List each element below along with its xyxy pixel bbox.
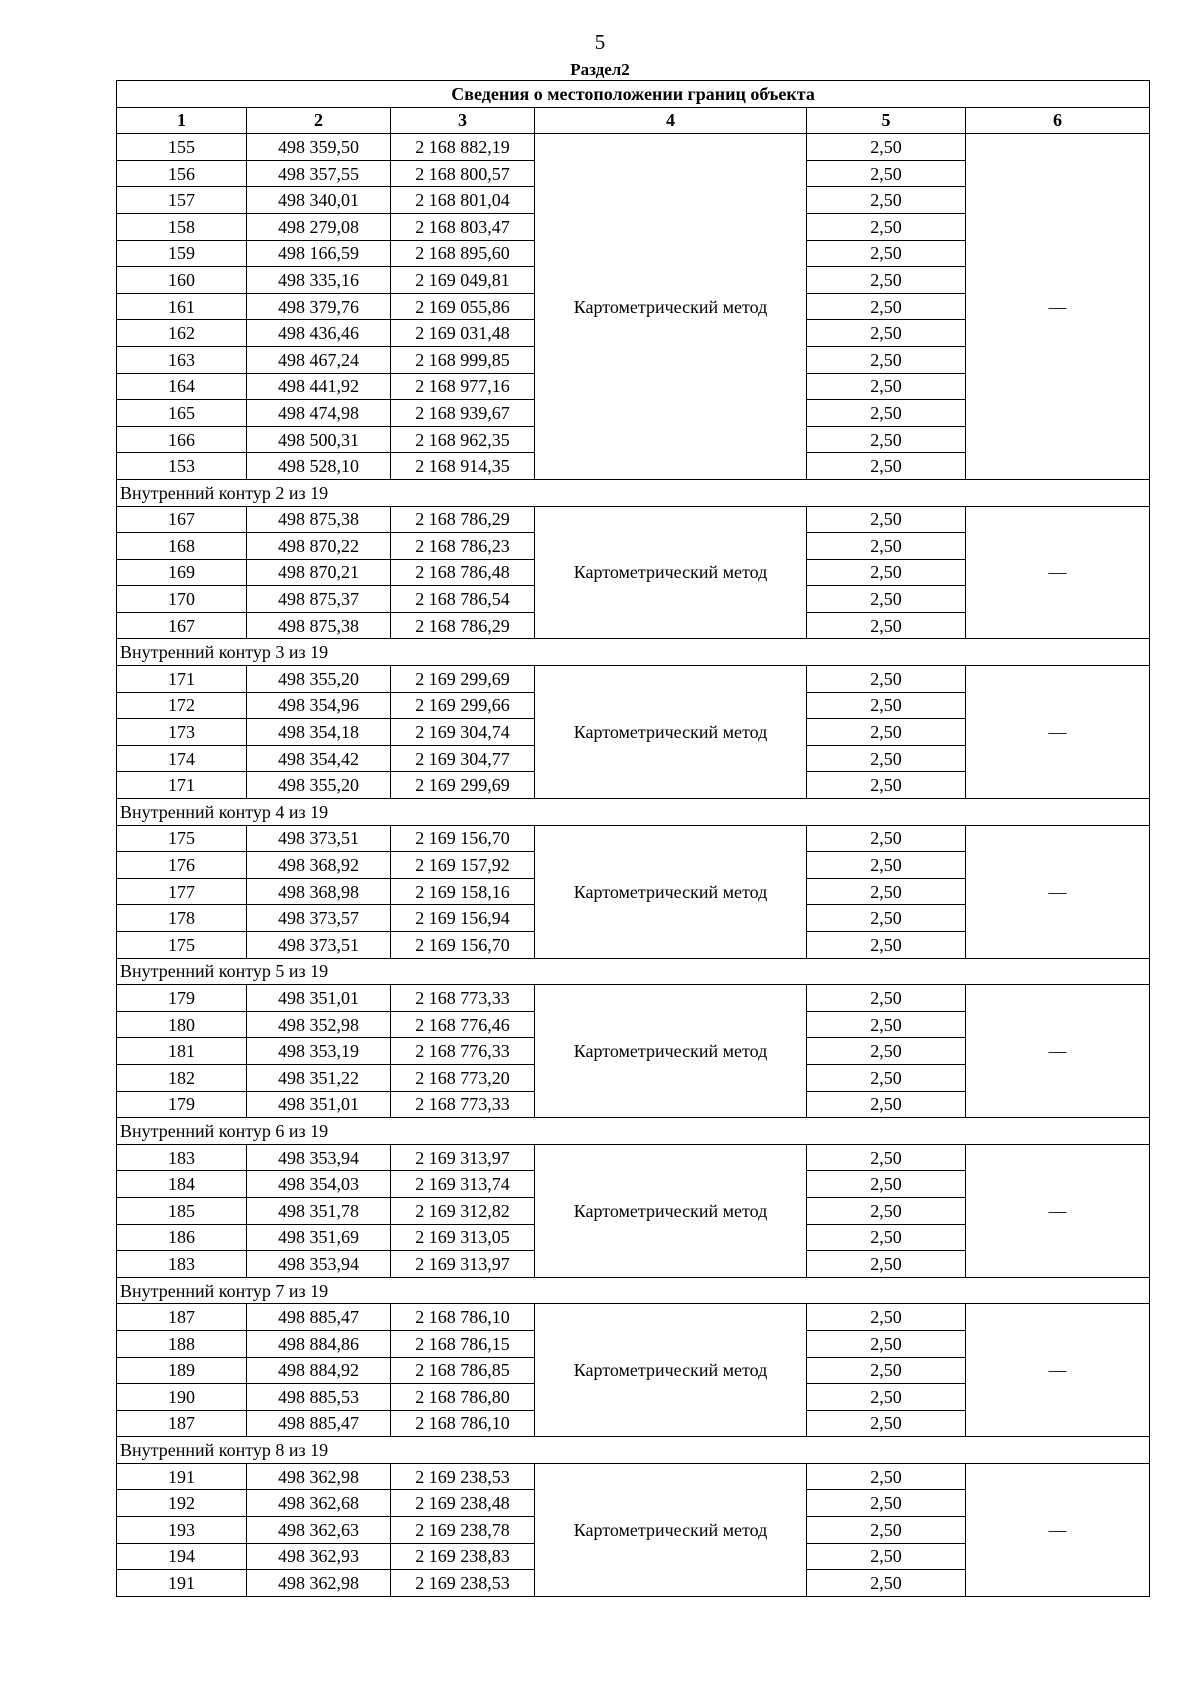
contour-label-row	[117, 1277, 1150, 1304]
accuracy-cell: 2,50	[807, 1091, 966, 1118]
accuracy-cell: 2,50	[807, 533, 966, 560]
coord-y-cell: 2 169 313,97	[391, 1251, 535, 1278]
point-number-cell: 183	[117, 1144, 247, 1171]
column-header: 3	[391, 107, 535, 134]
accuracy-cell: 2,50	[807, 187, 966, 214]
coord-y-cell: 2 168 786,29	[391, 612, 535, 639]
coord-y-cell: 2 168 786,23	[391, 533, 535, 560]
accuracy-cell: 2,50	[807, 213, 966, 240]
method-cell: Картометрический метод	[535, 1463, 807, 1596]
coord-y-cell: 2 168 773,20	[391, 1064, 535, 1091]
accuracy-cell: 2,50	[807, 346, 966, 373]
note-cell: —	[966, 1304, 1150, 1437]
coord-x-cell: 498 379,76	[247, 293, 391, 320]
point-number-cell: 165	[117, 400, 247, 427]
point-number-cell: 183	[117, 1251, 247, 1278]
coord-x-cell: 498 362,98	[247, 1570, 391, 1597]
point-number-cell: 160	[117, 267, 247, 294]
accuracy-cell: 2,50	[807, 932, 966, 959]
coord-x-cell: 498 500,31	[247, 426, 391, 453]
coord-y-cell: 2 168 776,46	[391, 1011, 535, 1038]
coord-y-cell: 2 169 299,66	[391, 692, 535, 719]
coord-y-cell: 2 169 313,05	[391, 1224, 535, 1251]
coord-x-cell: 498 467,24	[247, 346, 391, 373]
note-cell: —	[966, 1463, 1150, 1596]
accuracy-cell: 2,50	[807, 666, 966, 693]
point-number-cell: 174	[117, 745, 247, 772]
coord-y-cell: 2 168 939,67	[391, 400, 535, 427]
column-header: 4	[535, 107, 807, 134]
point-number-cell: 175	[117, 932, 247, 959]
accuracy-cell: 2,50	[807, 772, 966, 799]
coord-y-cell: 2 168 999,85	[391, 346, 535, 373]
point-number-cell: 184	[117, 1171, 247, 1198]
table-title: Сведения о местоположении границ объекта	[117, 81, 1150, 108]
coord-x-cell: 498 474,98	[247, 400, 391, 427]
coord-y-cell: 2 168 962,35	[391, 426, 535, 453]
coord-x-cell: 498 884,86	[247, 1330, 391, 1357]
coord-x-cell: 498 870,21	[247, 559, 391, 586]
accuracy-cell: 2,50	[807, 852, 966, 879]
contour-label-row	[117, 958, 1150, 985]
coord-x-cell: 498 373,51	[247, 932, 391, 959]
point-number-cell: 170	[117, 586, 247, 613]
point-number-cell: 156	[117, 160, 247, 187]
contour-label: Внутренний контур 5 из 19	[117, 958, 1150, 985]
note-cell: —	[966, 506, 1150, 639]
point-number-cell: 191	[117, 1463, 247, 1490]
coord-x-cell: 498 166,59	[247, 240, 391, 267]
point-number-cell: 161	[117, 293, 247, 320]
point-number-cell: 167	[117, 506, 247, 533]
coord-x-cell: 498 870,22	[247, 533, 391, 560]
coord-y-cell: 2 168 773,33	[391, 985, 535, 1012]
coord-x-cell: 498 351,22	[247, 1064, 391, 1091]
point-number-cell: 188	[117, 1330, 247, 1357]
coord-y-cell: 2 169 238,48	[391, 1490, 535, 1517]
point-number-cell: 187	[117, 1410, 247, 1437]
coord-x-cell: 498 528,10	[247, 453, 391, 480]
accuracy-cell: 2,50	[807, 1463, 966, 1490]
coord-x-cell: 498 359,50	[247, 134, 391, 161]
coord-y-cell: 2 169 299,69	[391, 666, 535, 693]
coord-x-cell: 498 351,01	[247, 985, 391, 1012]
point-number-cell: 172	[117, 692, 247, 719]
coord-y-cell: 2 169 238,78	[391, 1517, 535, 1544]
coord-x-cell: 498 351,69	[247, 1224, 391, 1251]
method-cell: Картометрический метод	[535, 985, 807, 1118]
coord-x-cell: 498 355,20	[247, 772, 391, 799]
coord-x-cell: 498 351,78	[247, 1197, 391, 1224]
point-number-cell: 166	[117, 426, 247, 453]
accuracy-cell: 2,50	[807, 825, 966, 852]
note-cell: —	[966, 134, 1150, 480]
point-number-cell: 171	[117, 772, 247, 799]
coord-x-cell: 498 436,46	[247, 320, 391, 347]
coord-y-cell: 2 168 786,29	[391, 506, 535, 533]
boundary-coordinates-table	[116, 80, 1150, 1597]
accuracy-cell: 2,50	[807, 267, 966, 294]
point-number-cell: 159	[117, 240, 247, 267]
point-number-cell: 175	[117, 825, 247, 852]
coord-y-cell: 2 168 786,10	[391, 1410, 535, 1437]
coord-x-cell: 498 368,92	[247, 852, 391, 879]
contour-label-row	[117, 1118, 1150, 1145]
coord-y-cell: 2 169 049,81	[391, 267, 535, 294]
coord-y-cell: 2 168 786,85	[391, 1357, 535, 1384]
method-cell: Картометрический метод	[535, 825, 807, 958]
accuracy-cell: 2,50	[807, 1171, 966, 1198]
table-row	[117, 506, 1150, 533]
coord-y-cell: 2 169 304,77	[391, 745, 535, 772]
coord-y-cell: 2 169 157,92	[391, 852, 535, 879]
contour-label-row	[117, 1437, 1150, 1464]
contour-label: Внутренний контур 3 из 19	[117, 639, 1150, 666]
coord-x-cell: 498 884,92	[247, 1357, 391, 1384]
point-number-cell: 193	[117, 1517, 247, 1544]
contour-label-row	[117, 479, 1150, 506]
point-number-cell: 176	[117, 852, 247, 879]
coord-x-cell: 498 362,93	[247, 1543, 391, 1570]
accuracy-cell: 2,50	[807, 1064, 966, 1091]
table-row	[117, 134, 1150, 161]
coord-x-cell: 498 885,53	[247, 1384, 391, 1411]
accuracy-cell: 2,50	[807, 400, 966, 427]
point-number-cell: 163	[117, 346, 247, 373]
accuracy-cell: 2,50	[807, 1357, 966, 1384]
coord-y-cell: 2 168 776,33	[391, 1038, 535, 1065]
accuracy-cell: 2,50	[807, 719, 966, 746]
section-title: Раздел2	[570, 60, 630, 79]
point-number-cell: 177	[117, 878, 247, 905]
accuracy-cell: 2,50	[807, 905, 966, 932]
accuracy-cell: 2,50	[807, 426, 966, 453]
coord-y-cell: 2 168 786,48	[391, 559, 535, 586]
accuracy-cell: 2,50	[807, 586, 966, 613]
coord-y-cell: 2 168 882,19	[391, 134, 535, 161]
coord-x-cell: 498 373,57	[247, 905, 391, 932]
accuracy-cell: 2,50	[807, 1330, 966, 1357]
coord-x-cell: 498 279,08	[247, 213, 391, 240]
accuracy-cell: 2,50	[807, 1224, 966, 1251]
coord-x-cell: 498 340,01	[247, 187, 391, 214]
accuracy-cell: 2,50	[807, 1517, 966, 1544]
point-number-cell: 153	[117, 453, 247, 480]
note-cell: —	[966, 666, 1150, 799]
accuracy-cell: 2,50	[807, 1543, 966, 1570]
contour-label: Внутренний контур 7 из 19	[117, 1277, 1150, 1304]
point-number-cell: 158	[117, 213, 247, 240]
accuracy-cell: 2,50	[807, 1197, 966, 1224]
accuracy-cell: 2,50	[807, 1011, 966, 1038]
table-body	[117, 134, 1150, 1597]
note-cell: —	[966, 985, 1150, 1118]
column-header: 6	[966, 107, 1150, 134]
accuracy-cell: 2,50	[807, 612, 966, 639]
coord-y-cell: 2 168 800,57	[391, 160, 535, 187]
coord-y-cell: 2 168 786,15	[391, 1330, 535, 1357]
coord-x-cell: 498 354,42	[247, 745, 391, 772]
accuracy-cell: 2,50	[807, 453, 966, 480]
coord-x-cell: 498 357,55	[247, 160, 391, 187]
coord-y-cell: 2 169 238,53	[391, 1570, 535, 1597]
coord-x-cell: 498 885,47	[247, 1304, 391, 1331]
point-number-cell: 179	[117, 1091, 247, 1118]
coord-y-cell: 2 169 156,94	[391, 905, 535, 932]
accuracy-cell: 2,50	[807, 692, 966, 719]
coord-x-cell: 498 353,19	[247, 1038, 391, 1065]
coord-y-cell: 2 168 803,47	[391, 213, 535, 240]
coord-x-cell: 498 875,38	[247, 506, 391, 533]
point-number-cell: 162	[117, 320, 247, 347]
point-number-cell: 187	[117, 1304, 247, 1331]
method-cell: Картометрический метод	[535, 1144, 807, 1277]
accuracy-cell: 2,50	[807, 293, 966, 320]
table-row	[117, 666, 1150, 693]
coord-x-cell: 498 352,98	[247, 1011, 391, 1038]
point-number-cell: 186	[117, 1224, 247, 1251]
accuracy-cell: 2,50	[807, 134, 966, 161]
contour-label: Внутренний контур 4 из 19	[117, 799, 1150, 826]
point-number-cell: 180	[117, 1011, 247, 1038]
coord-x-cell: 498 353,94	[247, 1251, 391, 1278]
coord-y-cell: 2 169 055,86	[391, 293, 535, 320]
point-number-cell: 155	[117, 134, 247, 161]
point-number-cell: 190	[117, 1384, 247, 1411]
column-header: 5	[807, 107, 966, 134]
accuracy-cell: 2,50	[807, 1384, 966, 1411]
contour-label-row	[117, 639, 1150, 666]
coord-x-cell: 498 354,03	[247, 1171, 391, 1198]
accuracy-cell: 2,50	[807, 745, 966, 772]
contour-label-row	[117, 799, 1150, 826]
header-row	[117, 107, 1150, 134]
coord-x-cell: 498 368,98	[247, 878, 391, 905]
method-cell: Картометрический метод	[535, 666, 807, 799]
table-row	[117, 825, 1150, 852]
coord-x-cell: 498 351,01	[247, 1091, 391, 1118]
coord-y-cell: 2 169 312,82	[391, 1197, 535, 1224]
note-cell: —	[966, 825, 1150, 958]
point-number-cell: 178	[117, 905, 247, 932]
method-cell: Картометрический метод	[535, 1304, 807, 1437]
coord-x-cell: 498 441,92	[247, 373, 391, 400]
accuracy-cell: 2,50	[807, 1410, 966, 1437]
coord-y-cell: 2 168 977,16	[391, 373, 535, 400]
coord-x-cell: 498 875,38	[247, 612, 391, 639]
contour-label: Внутренний контур 6 из 19	[117, 1118, 1150, 1145]
coord-x-cell: 498 353,94	[247, 1144, 391, 1171]
accuracy-cell: 2,50	[807, 878, 966, 905]
coord-x-cell: 498 362,68	[247, 1490, 391, 1517]
accuracy-cell: 2,50	[807, 1038, 966, 1065]
coord-y-cell: 2 168 786,54	[391, 586, 535, 613]
point-number-cell: 179	[117, 985, 247, 1012]
table-row	[117, 1144, 1150, 1171]
point-number-cell: 167	[117, 612, 247, 639]
coord-y-cell: 2 169 313,74	[391, 1171, 535, 1198]
coord-y-cell: 2 169 238,83	[391, 1543, 535, 1570]
method-cell: Картометрический метод	[535, 506, 807, 639]
table-row	[117, 1463, 1150, 1490]
accuracy-cell: 2,50	[807, 1251, 966, 1278]
accuracy-cell: 2,50	[807, 1144, 966, 1171]
accuracy-cell: 2,50	[807, 1304, 966, 1331]
coord-x-cell: 498 355,20	[247, 666, 391, 693]
point-number-cell: 173	[117, 719, 247, 746]
coord-y-cell: 2 169 238,53	[391, 1463, 535, 1490]
coord-x-cell: 498 362,98	[247, 1463, 391, 1490]
point-number-cell: 164	[117, 373, 247, 400]
coord-x-cell: 498 362,63	[247, 1517, 391, 1544]
coord-y-cell: 2 168 801,04	[391, 187, 535, 214]
coord-x-cell: 498 354,96	[247, 692, 391, 719]
coord-y-cell: 2 169 299,69	[391, 772, 535, 799]
column-header: 1	[117, 107, 247, 134]
coord-y-cell: 2 168 895,60	[391, 240, 535, 267]
accuracy-cell: 2,50	[807, 985, 966, 1012]
accuracy-cell: 2,50	[807, 1490, 966, 1517]
accuracy-cell: 2,50	[807, 559, 966, 586]
coord-x-cell: 498 885,47	[247, 1410, 391, 1437]
coord-y-cell: 2 169 304,74	[391, 719, 535, 746]
coord-x-cell: 498 335,16	[247, 267, 391, 294]
accuracy-cell: 2,50	[807, 373, 966, 400]
point-number-cell: 171	[117, 666, 247, 693]
point-number-cell: 192	[117, 1490, 247, 1517]
contour-label: Внутренний контур 2 из 19	[117, 479, 1150, 506]
accuracy-cell: 2,50	[807, 506, 966, 533]
table-row	[117, 1304, 1150, 1331]
accuracy-cell: 2,50	[807, 1570, 966, 1597]
coord-y-cell: 2 169 158,16	[391, 878, 535, 905]
accuracy-cell: 2,50	[807, 160, 966, 187]
coord-y-cell: 2 168 914,35	[391, 453, 535, 480]
contour-label: Внутренний контур 8 из 19	[117, 1437, 1150, 1464]
point-number-cell: 185	[117, 1197, 247, 1224]
page-number: 5	[594, 30, 606, 54]
coord-x-cell: 498 373,51	[247, 825, 391, 852]
coord-y-cell: 2 169 313,97	[391, 1144, 535, 1171]
method-cell: Картометрический метод	[535, 134, 807, 480]
point-number-cell: 181	[117, 1038, 247, 1065]
point-number-cell: 182	[117, 1064, 247, 1091]
accuracy-cell: 2,50	[807, 240, 966, 267]
coord-y-cell: 2 169 156,70	[391, 825, 535, 852]
point-number-cell: 168	[117, 533, 247, 560]
point-number-cell: 169	[117, 559, 247, 586]
coord-y-cell: 2 169 156,70	[391, 932, 535, 959]
coord-y-cell: 2 169 031,48	[391, 320, 535, 347]
coord-x-cell: 498 354,18	[247, 719, 391, 746]
point-number-cell: 194	[117, 1543, 247, 1570]
point-number-cell: 157	[117, 187, 247, 214]
table-row	[117, 985, 1150, 1012]
coord-x-cell: 498 875,37	[247, 586, 391, 613]
coord-y-cell: 2 168 786,80	[391, 1384, 535, 1411]
column-header: 2	[247, 107, 391, 134]
accuracy-cell: 2,50	[807, 320, 966, 347]
point-number-cell: 191	[117, 1570, 247, 1597]
coord-y-cell: 2 168 786,10	[391, 1304, 535, 1331]
coord-y-cell: 2 168 773,33	[391, 1091, 535, 1118]
note-cell: —	[966, 1144, 1150, 1277]
point-number-cell: 189	[117, 1357, 247, 1384]
